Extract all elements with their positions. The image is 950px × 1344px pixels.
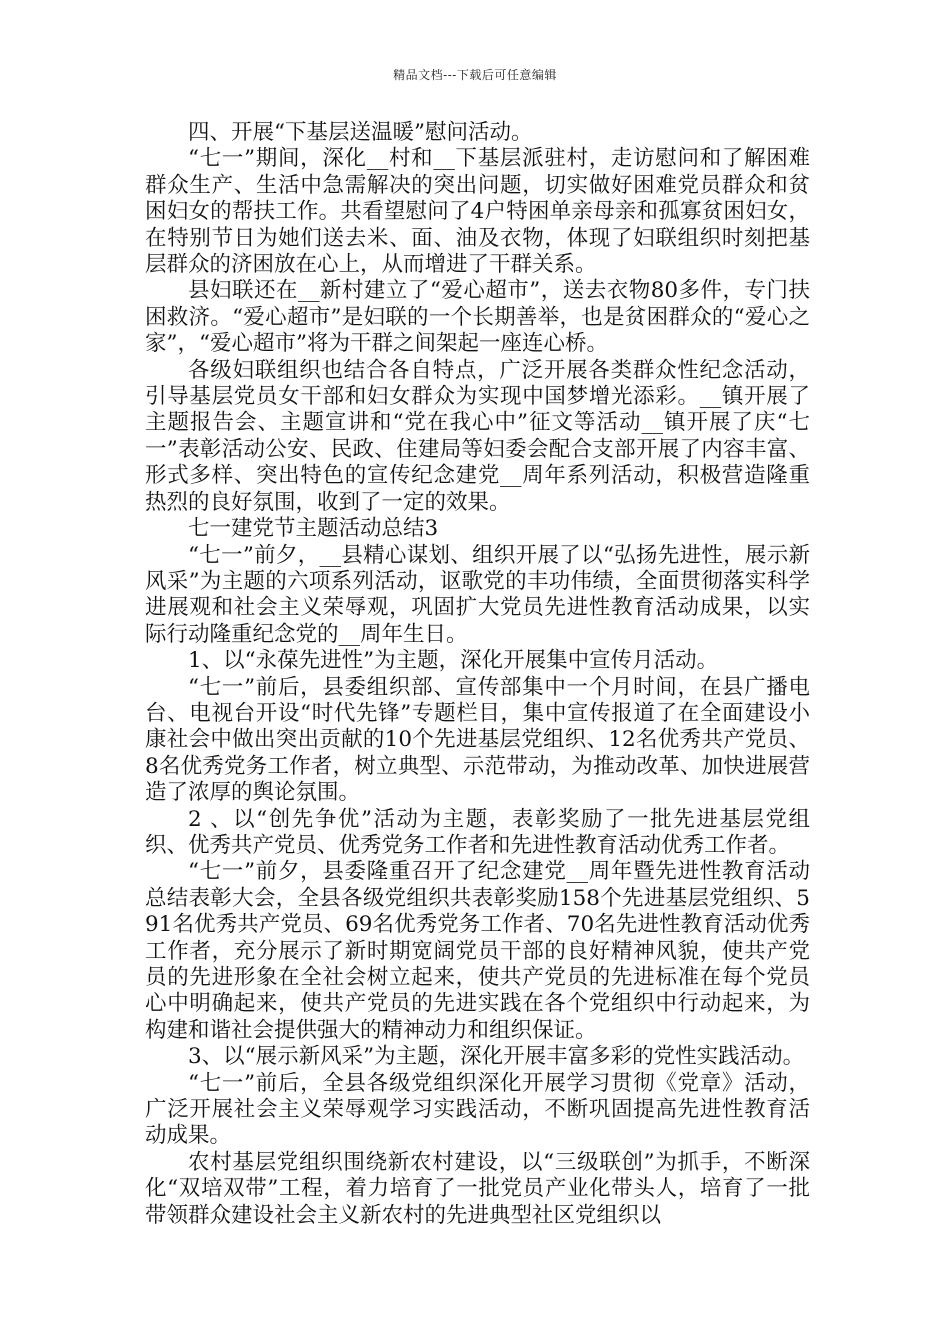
body-paragraph: “七一”前后，县委组织部、宣传部集中一个月时间，在县广播电台、电视台开设“时代先锋”专题栏目，集中宣传报道了在全面建设小康社会中做出突出贡献的10个先进基层党组织、12名优秀共产党员、8名优秀党务工作者，树立典型、示范带动，为推动改革、加快进展营造了浓厚的舆论氛围。	[145, 674, 810, 806]
list-heading-3: 3、以“展示新风采”为主题，深化开展丰富多彩的党性实践活动。	[188, 1044, 805, 1070]
list-heading-2: 2 、以“创先争优”活动为主题，表彰奖励了一批先进基层党组织、优秀共产党员、优秀党务工作者和先进性教育活动优秀工作者。	[145, 806, 810, 858]
section-heading-4: 四、开展“下基层送温暖”慰问活动。	[188, 120, 533, 145]
document-body	[145, 120, 810, 1229]
body-paragraph: 县妇联还在__新村建立了“爱心超市”，送去衣物80多件，专门扶困救济。“爱心超市”是妇联的一个长期善举，也是贫困群众的“爱心之家”，“爱心超市”将为干群之间架起一座连心桥。	[145, 278, 810, 357]
article-title: 七一建党节主题活动总结3	[188, 516, 439, 542]
list-heading-1: 1、以“永葆先进性”为主题，深化开展集中宣传月活动。	[188, 648, 719, 674]
page-header: 精品文档---下载后可任意编辑	[393, 68, 557, 82]
body-paragraph: 农村基层党组织围绕新农村建设，以“三级联创”为抓手，不断深化“双培双带”工程，着力培育了一批党员产业化带头人，培育了一批带领群众建设社会主义新农村的先进典型社区党组织以	[145, 1149, 810, 1228]
body-paragraph: 各级妇联组织也结合各自特点，广泛开展各类群众性纪念活动，引导基层党员女干部和妇女群众为实现中国梦增光添彩。__镇开展了主题报告会、主题宣讲和“党在我心中”征文等活动__镇开展了庆“七一”表彰活动公安、民政、住建局等妇委会配合支部开展了内容丰富、形式多样、突出特色的宣传纪念建党__周年系列活动，积极营造隆重热烈的良好氛围，收到了一定的效果。	[145, 357, 810, 515]
body-paragraph: “七一”前夕，__县精心谋划、组织开展了以“弘扬先进性，展示新风采”为主题的六项系列活动，讴歌党的丰功伟绩，全面贯彻落实科学进展观和社会主义荣辱观，巩固扩大党员先进性教育活动成果，以实际行动隆重纪念党的__周年生日。	[145, 542, 810, 647]
body-paragraph: “七一”前后，全县各级党组织深化开展学习贯彻《党章》活动，广泛开展社会主义荣辱观学习实践活动，不断巩固提高先进性教育活动成果。	[145, 1070, 810, 1149]
body-paragraph: “七一”期间，深化__村和__下基层派驻村，走访慰问和了解困难群众生产、生活中急需解决的突出问题，切实做好困难党员群众和贫困妇女的帮扶工作。共看望慰问了4户特困单亲母亲和孤寡贫困妇女，在特别节日为她们送去米、面、油及衣物，体现了妇联组织时刻把基层群众的济困放在心上，从而增进了干群关系。	[145, 146, 810, 278]
body-paragraph: “七一”前夕，县委隆重召开了纪念建党__周年暨先进性教育活动总结表彰大会，全县各级党组织共表彰奖励158个先进基层党组织、591名优秀共产党员、69名优秀党务工作者、70名先进性教育活动优秀工作者，充分展示了新时期宽阔党员干部的良好精神风貌，使共产党员的先进形象在全社会树立起来，使共产党员的先进标准在每个党员心中明确起来，使共产党员的先进实践在各个党组织中行动起来，为构建和谐社会提供强大的精神动力和组织保证。	[145, 859, 810, 1043]
